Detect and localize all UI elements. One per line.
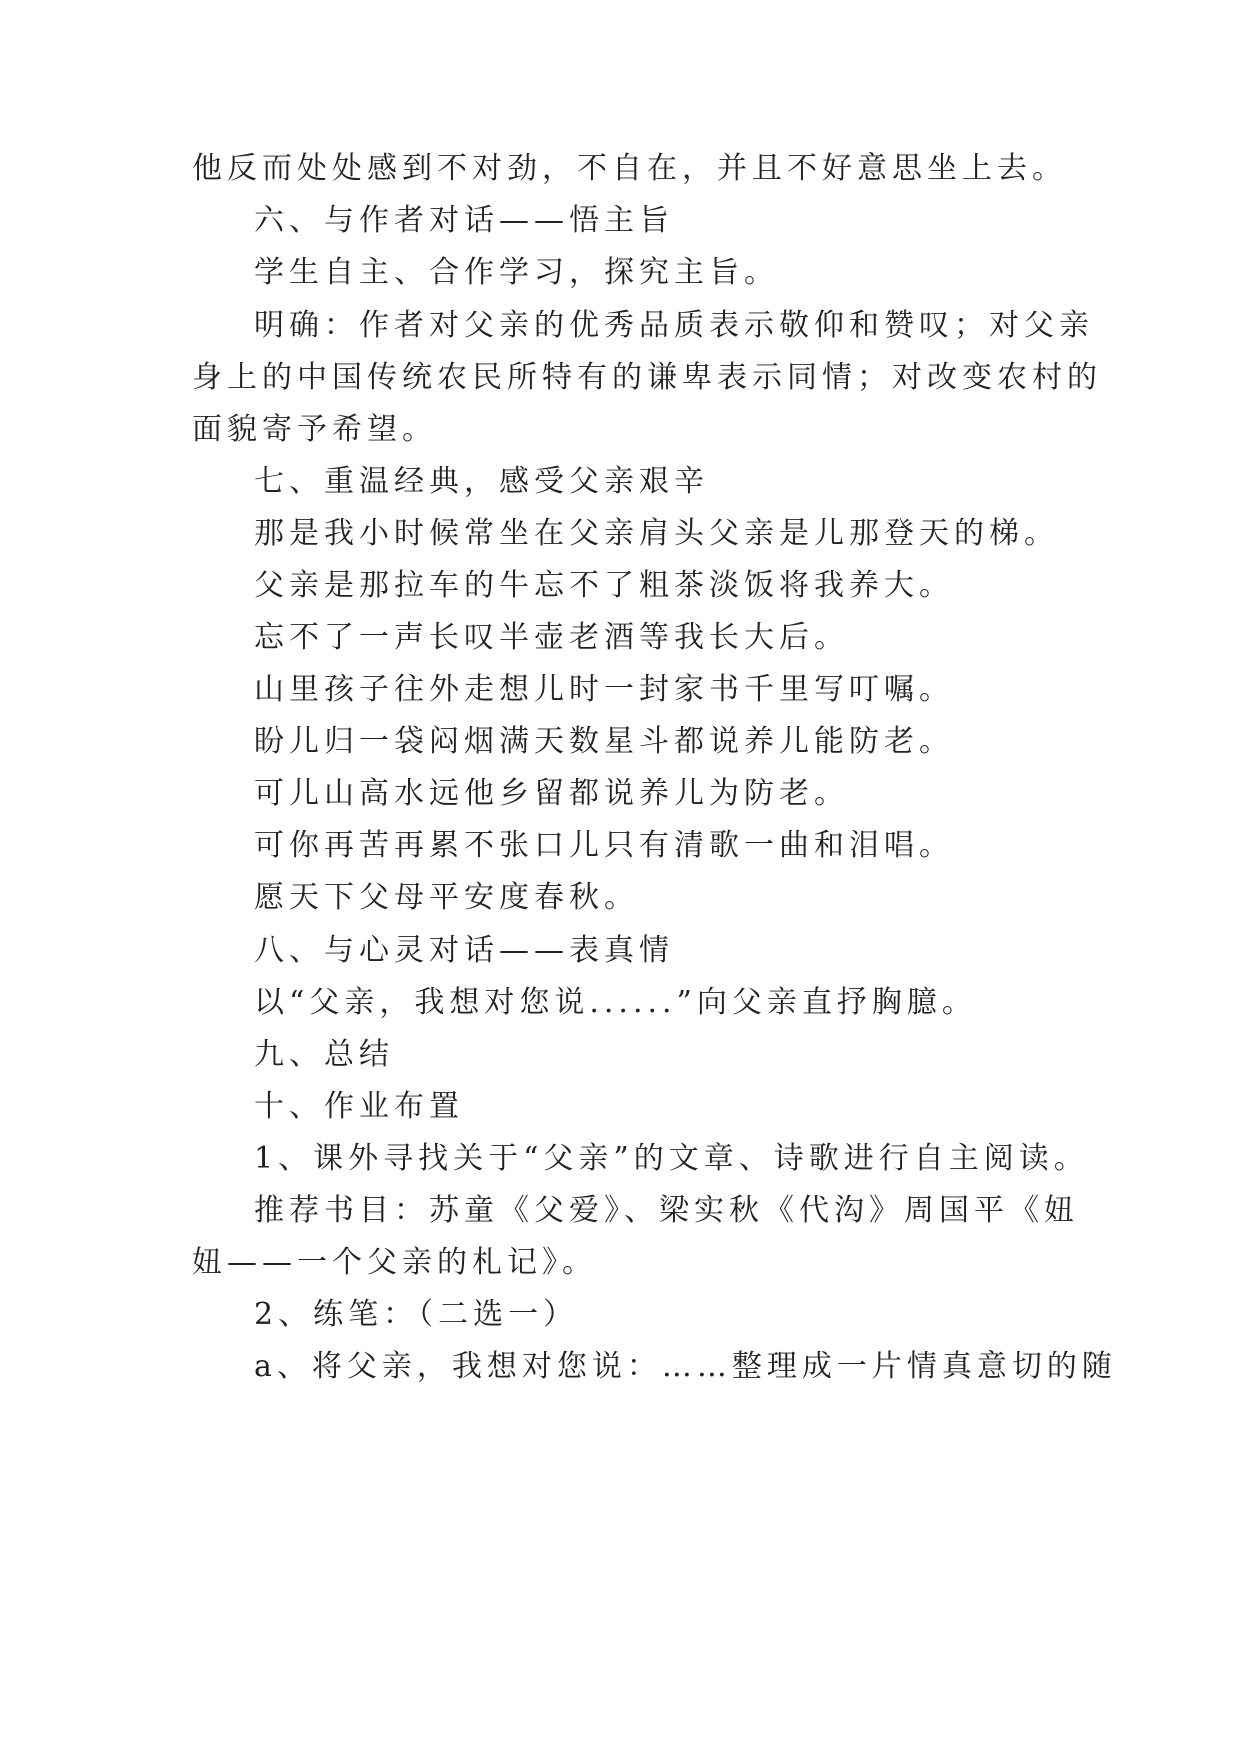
list-item: a、将父亲，我想对您说：……整理成一片情真意切的随 (254, 1349, 1117, 1384)
section-heading: 七、重温经典，感受父亲艰辛 (254, 464, 709, 499)
list-item: 2、练笔：（二选一） (254, 1297, 579, 1332)
lyric-line: 可你再苦再累不张口儿只有清歌一曲和泪唱。 (254, 828, 954, 863)
section-heading: 九、总结 (254, 1037, 394, 1072)
list-item: 1、课外寻找关于“父亲”的文章、诗歌进行自主阅读。 (254, 1141, 1089, 1176)
lyric-line: 忘不了一声长叹半壶老酒等我长大后。 (254, 620, 849, 655)
paragraph-line: 妞——一个父亲的札记》。 (192, 1245, 597, 1280)
section-heading: 八、与心灵对话——表真情 (254, 933, 674, 968)
paragraph-line: 他反而处处感到不对劲，不自在，并且不好意思坐上去。 (192, 151, 1067, 186)
paragraph-line: 学生自主、合作学习，探究主旨。 (254, 255, 779, 290)
lyric-line: 可儿山高水远他乡留都说养儿为防老。 (254, 776, 849, 811)
paragraph-line: 面貌寄予希望。 (192, 412, 437, 447)
paragraph-line: 以“父亲，我想对您说......”向父亲直抒胸臆。 (254, 985, 977, 1020)
paragraph-line: 身上的中国传统农民所特有的谦卑表示同情；对改变农村的 (192, 360, 1102, 395)
lyric-line: 愿天下父母平安度春秋。 (254, 880, 639, 915)
lyric-line: 盼儿归一袋闷烟满天数星斗都说养儿能防老。 (254, 724, 954, 759)
lyric-line: 父亲是那拉车的牛忘不了粗茶淡饭将我养大。 (254, 568, 954, 603)
section-heading: 十、作业布置 (254, 1089, 464, 1124)
paragraph-line: 推荐书目：苏童《父爱》、梁实秋《代沟》周国平《妞 (254, 1193, 1079, 1228)
paragraph-line: 明确：作者对父亲的优秀品质表示敬仰和赞叹；对父亲 (254, 308, 1094, 343)
lyric-line: 那是我小时候常坐在父亲肩头父亲是儿那登天的梯。 (254, 516, 1059, 551)
lyric-line: 山里孩子往外走想儿时一封家书千里写叮嘱。 (254, 672, 954, 707)
section-heading: 六、与作者对话——悟主旨 (254, 203, 674, 238)
